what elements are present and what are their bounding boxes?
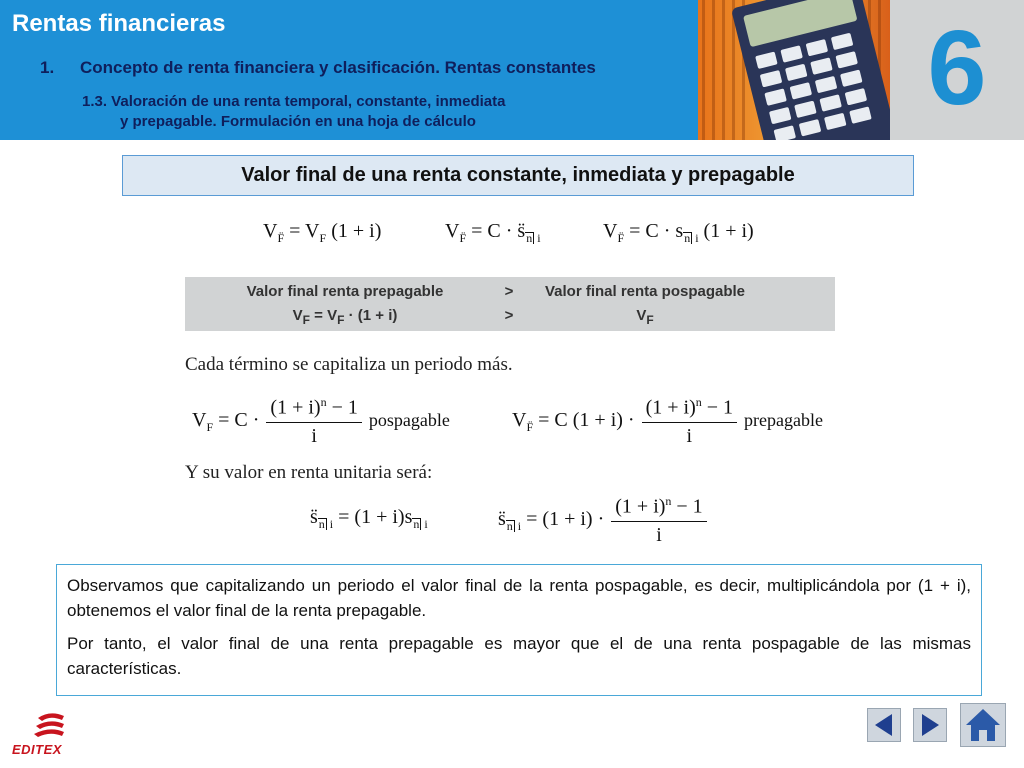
editex-logo [12, 712, 82, 760]
arrow-left-icon [868, 709, 900, 741]
comparison-row-formulas [185, 305, 835, 327]
formula-unit-annuity-2: $s̈_{n i} = (1 + i)$ · $\frac{(1 + i)^n - 1}{i}$ [498, 494, 709, 547]
formula-unit-annuity-1: $s̈_{n i} = (1 + i)s_{n i}$ [310, 506, 428, 531]
next-slide-button[interactable] [913, 708, 947, 742]
slide-title: Valor final de una renta constante, inmediata y prepagable [122, 155, 914, 196]
formula-vf-prepagable-expanded: $V_{F̈} = C$ (1 + i) · $\frac{(1 + i)^n - 1}{i}$ prepagable [512, 395, 823, 447]
observation-box [56, 564, 982, 696]
section-heading [40, 58, 596, 78]
subsection-line-1: 1.3. Valoración de una renta temporal, constante, inmediata [82, 93, 506, 110]
prepagable-label: prepagable [744, 409, 823, 430]
comparison-row-labels [185, 281, 835, 303]
editex-logo-text: EDITEX [12, 742, 62, 757]
comparison-right-formula: $V_F$ [636, 307, 654, 327]
calculator-illustration [698, 0, 890, 140]
home-button[interactable] [960, 703, 1006, 747]
formula-vf-capitalized: $V_{F̈} = C \cdot s_{n i}$ (1 + i) [603, 220, 754, 245]
observation-paragraph-2: Por tanto, el valor final de una renta prepagable es mayor que el de una renta pospagable de las mismas características. [67, 634, 971, 678]
fraction-unit-annuity: $\frac{(1 + i)^n - 1}{i}$ [611, 494, 706, 547]
chapter-number: 6 [927, 9, 987, 127]
fraction-pospagable: $\frac{(1 + i)^n - 1}{i}$ [266, 395, 361, 448]
formula-vf-prepagable: $V_{F̈} = V_F$ (1 + i) [263, 220, 382, 245]
previous-slide-button[interactable] [867, 708, 901, 742]
arrow-right-icon [914, 709, 946, 741]
formula-vf-pospagable: $V_F = C$ · $\frac{(1 + i)^n - 1}{i}$ pospagable [192, 395, 450, 447]
calculator-image [698, 0, 890, 140]
comparison-left-formula: $V_F = V_F \cdot (1 + i)$ [292, 307, 398, 327]
comparison-operator: > [504, 307, 514, 324]
observation-paragraph-1: Observamos que capitalizando un periodo el valor final de la renta pospagable, es decir, multiplicándola por (1 + i), obtenemos el valor final de la renta prepagable. [67, 576, 971, 620]
pospagable-label: pospagable [368, 409, 450, 430]
chapter-badge [890, 0, 1024, 140]
editex-logo-mark [30, 712, 70, 740]
unit-annuity-note: Y su valor en renta unitaria será: [185, 462, 433, 483]
fraction-prepagable: $\frac{(1 + i)^n - 1}{i}$ [642, 395, 737, 448]
home-icon [961, 704, 1005, 746]
subsection-line-2: y prepagable. Formulación en una hoja de cálculo [120, 113, 476, 130]
comparison-table [185, 277, 835, 331]
capitalization-note: Cada término se capitaliza un periodo más. [185, 354, 513, 375]
formula-vf-annuity-symbol: $V_{F̈} = C$ · $s̈_{n i}$ [445, 220, 541, 245]
header-title: Rentas financieras [12, 10, 226, 37]
subsection-heading [82, 92, 505, 132]
section-number: 1. [40, 58, 55, 77]
slide-header [0, 0, 1024, 140]
section-title: Concepto de renta financiera y clasificación. Rentas constantes [80, 58, 596, 77]
comparison-right-label: Valor final renta pospagable [544, 283, 746, 300]
comparison-left-label: Valor final renta prepagable [246, 283, 444, 300]
comparison-operator: > [504, 283, 514, 300]
